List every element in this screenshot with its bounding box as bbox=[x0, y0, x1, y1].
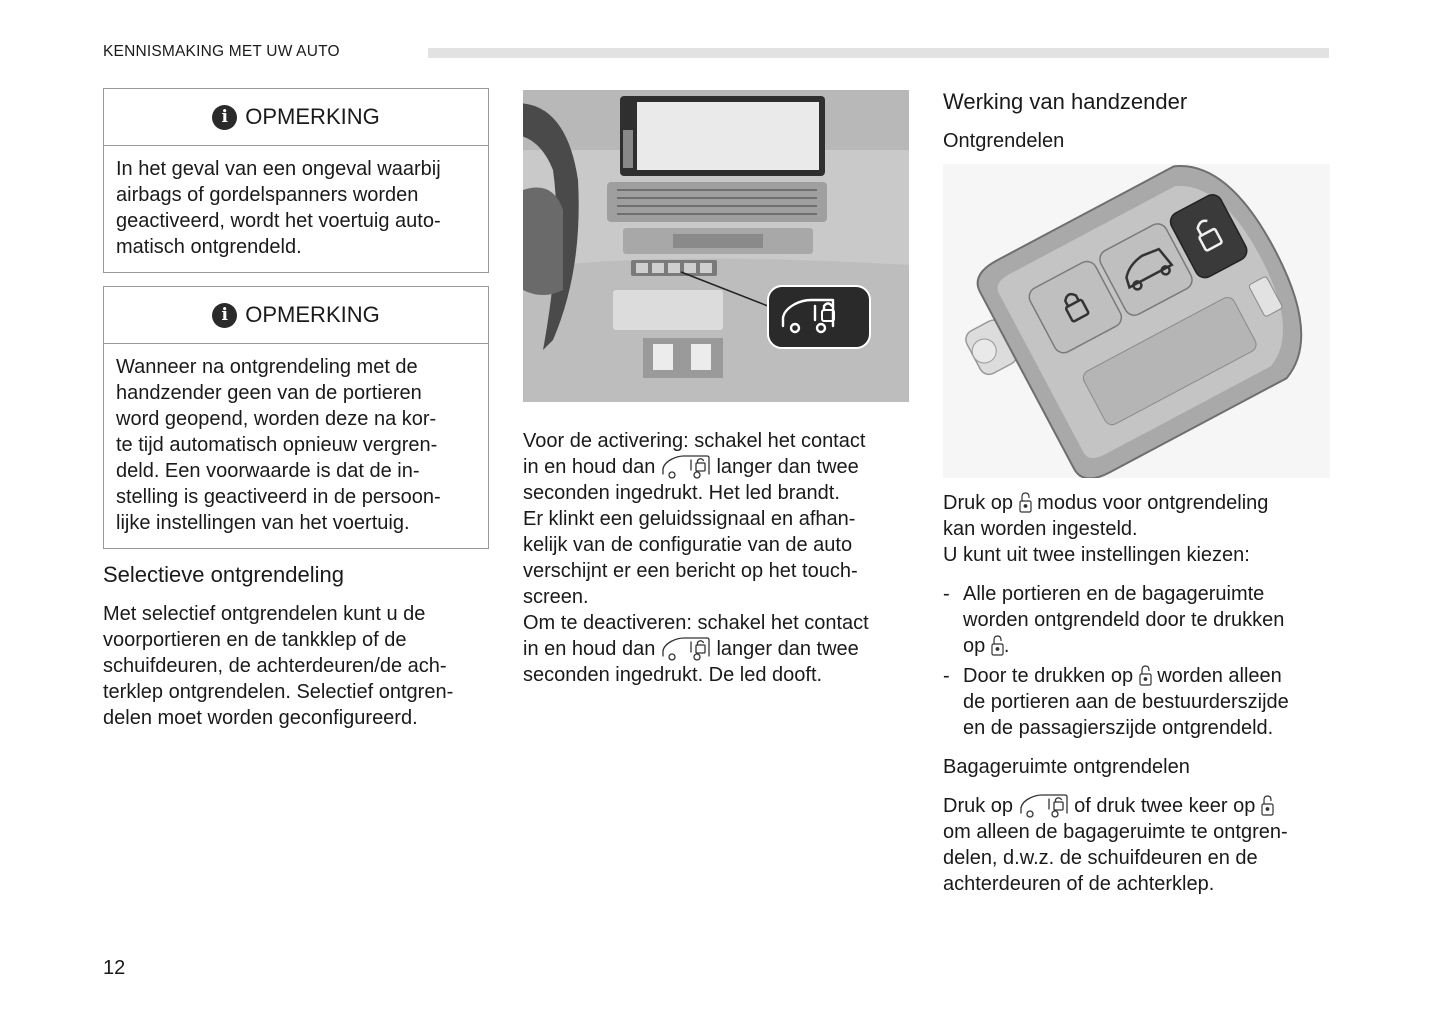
note-title: OPMERKING bbox=[245, 302, 380, 327]
van-unlock-icon bbox=[1019, 794, 1069, 818]
info-icon: i bbox=[212, 303, 237, 328]
deactivation-line2: in en houd dan langer dan twee bbox=[523, 638, 859, 660]
page-number: 12 bbox=[103, 957, 126, 979]
activation-paragraph bbox=[523, 428, 909, 610]
press-line1: Druk op modus voor ontgrendeling bbox=[943, 492, 1269, 514]
van-unlock-icon bbox=[661, 637, 711, 661]
luggage-subheading: Bagageruimte ontgrendelen bbox=[943, 756, 1190, 778]
key-fob-illustration bbox=[943, 164, 1330, 478]
column-left bbox=[103, 88, 489, 731]
note-box-1 bbox=[103, 88, 489, 273]
dashboard-illustration bbox=[523, 90, 909, 402]
activation-line1: Voor de activering: schakel het contact bbox=[523, 430, 866, 452]
column-middle bbox=[523, 90, 909, 688]
note-text: In het geval van een ongeval waarbij airbags of gordelspanners worden geactiveerd, wordt het voertuig auto- matisch ontgrendeld. bbox=[116, 158, 441, 258]
unlock-padlock-icon bbox=[1019, 492, 1032, 513]
unlock-padlock-icon bbox=[1139, 665, 1152, 686]
note-header bbox=[104, 89, 488, 146]
column-right bbox=[943, 84, 1330, 897]
section-subheading: Ontgrendelen bbox=[943, 130, 1065, 152]
unlock-padlock-icon bbox=[1261, 795, 1274, 816]
note-title: OPMERKING bbox=[245, 104, 380, 129]
header-rule bbox=[428, 48, 1329, 58]
list-item: - Alle portieren en de bagageruimte worden ontgrendeld door te drukken op . bbox=[943, 583, 1285, 657]
van-unlock-icon bbox=[661, 455, 711, 479]
list-item: - Door te drukken op worden alleen de portieren aan de bestuurderszijde en de passagierszijde ontgrendeld. bbox=[943, 665, 1289, 739]
bullet-dash: - bbox=[943, 583, 950, 605]
note-header bbox=[104, 287, 488, 344]
activation-line2: in en houd dan langer dan twee bbox=[523, 456, 859, 478]
luggage-paragraph bbox=[943, 793, 1330, 897]
unlock-padlock-icon bbox=[991, 635, 1004, 656]
section-heading: Werking van handzender bbox=[943, 89, 1188, 114]
deactivation-rest: seconden ingedrukt. De led dooft. bbox=[523, 664, 823, 686]
note-text: Wanneer na ontgrendeling met de handzender geen van de portieren word geopend, worden deze na kor- te tijd automatisch opnieuw vergren- deld. Een voorwaarde is dat de in- stelling is geactiveerd in de persoon- lijke instellingen van het voertuig. bbox=[116, 356, 441, 534]
section-header: KENNISMAKING MET UW AUTO bbox=[103, 43, 340, 60]
section-heading: Selectieve ontgrendeling bbox=[103, 562, 344, 587]
settings-list bbox=[943, 581, 1330, 741]
bullet-dash: - bbox=[943, 665, 950, 687]
press-rest: kan worden ingesteld. U kunt uit twee instellingen kiezen: bbox=[943, 518, 1250, 566]
luggage-rest: om alleen de bagageruimte te ontgren- delen, d.w.z. de schuifdeuren en de achterdeuren of de achterklep. bbox=[943, 821, 1288, 895]
press-paragraph bbox=[943, 490, 1330, 568]
note-box-2 bbox=[103, 286, 489, 549]
section-paragraph: Met selectief ontgrendelen kunt u de voorportieren en de tankklep of de schuifdeuren, de achterdeuren/de ach- terklep ontgrendelen. Selectief ontgren- delen moet worden geconfigureerd. bbox=[103, 603, 454, 729]
luggage-line1: Druk op of druk twee keer op bbox=[943, 793, 1330, 819]
activation-rest: seconden ingedrukt. Het led brandt. Er klinkt een geluidssignaal en afhan- kelijk van de configuratie van de auto verschijnt er een bericht op het touch- screen. bbox=[523, 482, 858, 608]
deactivation-paragraph bbox=[523, 610, 909, 688]
info-icon: i bbox=[212, 105, 237, 130]
deactivation-line1: Om te deactiveren: schakel het contact bbox=[523, 612, 869, 634]
